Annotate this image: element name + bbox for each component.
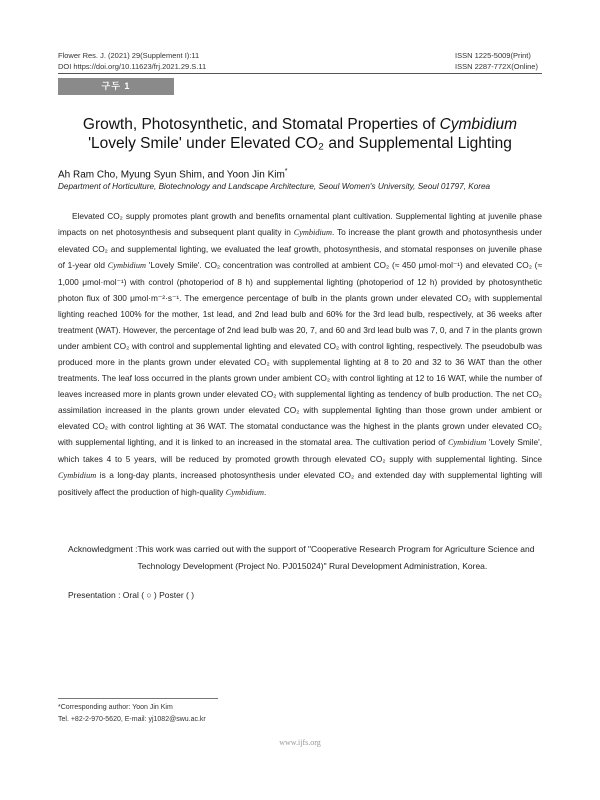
presentation-type: Presentation : Oral ( ○ ) Poster ( ) [68, 590, 195, 600]
title-genus: Cymbidium [439, 116, 518, 133]
issn-header [455, 50, 538, 72]
affiliation: Department of Horticulture, Biotechnology and Landscape Architecture, Seoul Women's University, Seoul 01797, Korea [58, 182, 491, 191]
abstract [58, 208, 542, 501]
abstract-s4: 'Lovely Smile', which takes 4 to 5 years, will be reduced by promoted growth through elevated CO₂ supply with supplemental lighting. Since [58, 437, 542, 464]
journal-website: www.ijfs.org [279, 738, 321, 747]
abstract-s3: 'Lovely Smile'. CO₂ concentration was controlled at ambient CO₂ (≈ 450 μmol·mol⁻¹) and elevated CO₂ (≈ 1,000 μmol·mol⁻¹) with control (photoperiod of 8 h) and supplemental lighting (photoperiod of 12 h) provided by photosynthetic photon flux of 300 μmol·m⁻²·s⁻¹. The emergence percentage of bulb in the plants grown under elevated CO₂ with supplemental lighting reached 100% for the mother, 1st lead, and 2nd lead bulb and 60% for the 3rd lead bulb, respectively, at 36 weeks after treatment (WAT). However, the percentage of 2nd lead bulb was 20, 7, and 60 and 3rd lead bulb was 7, 0, and 7 in the plants grown under ambient CO₂ with control and supplemental lighting and elevated CO₂ with control lighting, respectively. The pseudobulb was produced more in the plants grown under elevated CO₂ with supplemental lighting at 8 to 20 and 32 to 36 WAT than the other treatments. The leaf loss occurred in the plants grown under ambient CO₂ with control lighting at 12 to 16 WAT, while the number of leaves increased more in plants grown under elevated CO₂ with supplemental lighting as tendency of bulb production. The net CO₂ assimilation increased in the plants grown under elevated CO₂ with supplemental lighting than those grown under ambient or elevated CO₂ with control lighting at 36 WAT. The stomatal conductance was the highest in the plants grown under elevated CO₂ with supplemental lighting, and it is linked to an increased in the stomatal area. The cultivation period of [58, 260, 542, 447]
authors-text: Ah Ram Cho, Myung Syun Shim, and Yoon Jin Kim [58, 169, 285, 181]
header-rule [58, 73, 542, 74]
genus-name: Cymbidium [107, 261, 147, 270]
abstract-s2: . To increase the plant growth and photosynthesis under elevated CO₂ and supplemental lighting, we evaluated the leaf growth, photosynthesis, and stomatal responses on juvenile phase of 1-year old [58, 227, 543, 270]
corresponding-author: *Corresponding author: Yoon Jin Kim [58, 704, 173, 711]
acknowledgment-label: Acknowledgment : [68, 544, 138, 554]
acknowledgment-text: This work was carried out with the support of "Cooperative Research Program for Agriculture Science and Technology Development (Project No. PJ015024)" Rural Development Administration, Korea. [137, 544, 535, 571]
author-list [58, 168, 288, 180]
title-part1: Growth, Photosynthetic, and Stomatal Properties of [82, 116, 440, 133]
footnote-rule [58, 698, 218, 699]
journal-header [58, 50, 206, 72]
issn-print: ISSN 1225-5009(Print) [455, 51, 531, 60]
abstract-s1: Elevated CO₂ supply promotes plant growth and benefits ornamental plant cultivation. Supplemental lighting at juvenile phase impacts on net photosynthesis and subsequent plant quality in [58, 211, 542, 237]
corresponding-mark: * [284, 168, 288, 175]
genus-name: Cymbidium [58, 471, 97, 480]
genus-name: Cymbidium [293, 228, 332, 237]
journal-citation: Flower Res. J. (2021) 29(Supplement I):11 [58, 51, 200, 60]
title-part2: 'Lovely Smile' under Elevated CO₂ and Supplemental Lighting [88, 135, 512, 152]
section-tag: 구두 1 [58, 78, 174, 95]
genus-name: Cymbidium [447, 438, 487, 447]
contact-info: Tel. +82-2-970-5620, E-mail: yj1082@swu.ac.kr [58, 716, 206, 723]
abstract-s6: . [264, 487, 267, 497]
doi-text: DOI https://doi.org/10.11623/frj.2021.29.S.11 [58, 62, 207, 71]
genus-name: Cymbidium [225, 488, 264, 497]
issn-online: ISSN 2287-772X(Online) [455, 62, 538, 71]
acknowledgment [68, 541, 542, 574]
paper-title [58, 115, 542, 153]
abstract-s5: is a long-day plants, increased photosynthesis under elevated CO₂ and extended day with supplemental lighting will positively affect the production of high-quality [58, 470, 542, 497]
